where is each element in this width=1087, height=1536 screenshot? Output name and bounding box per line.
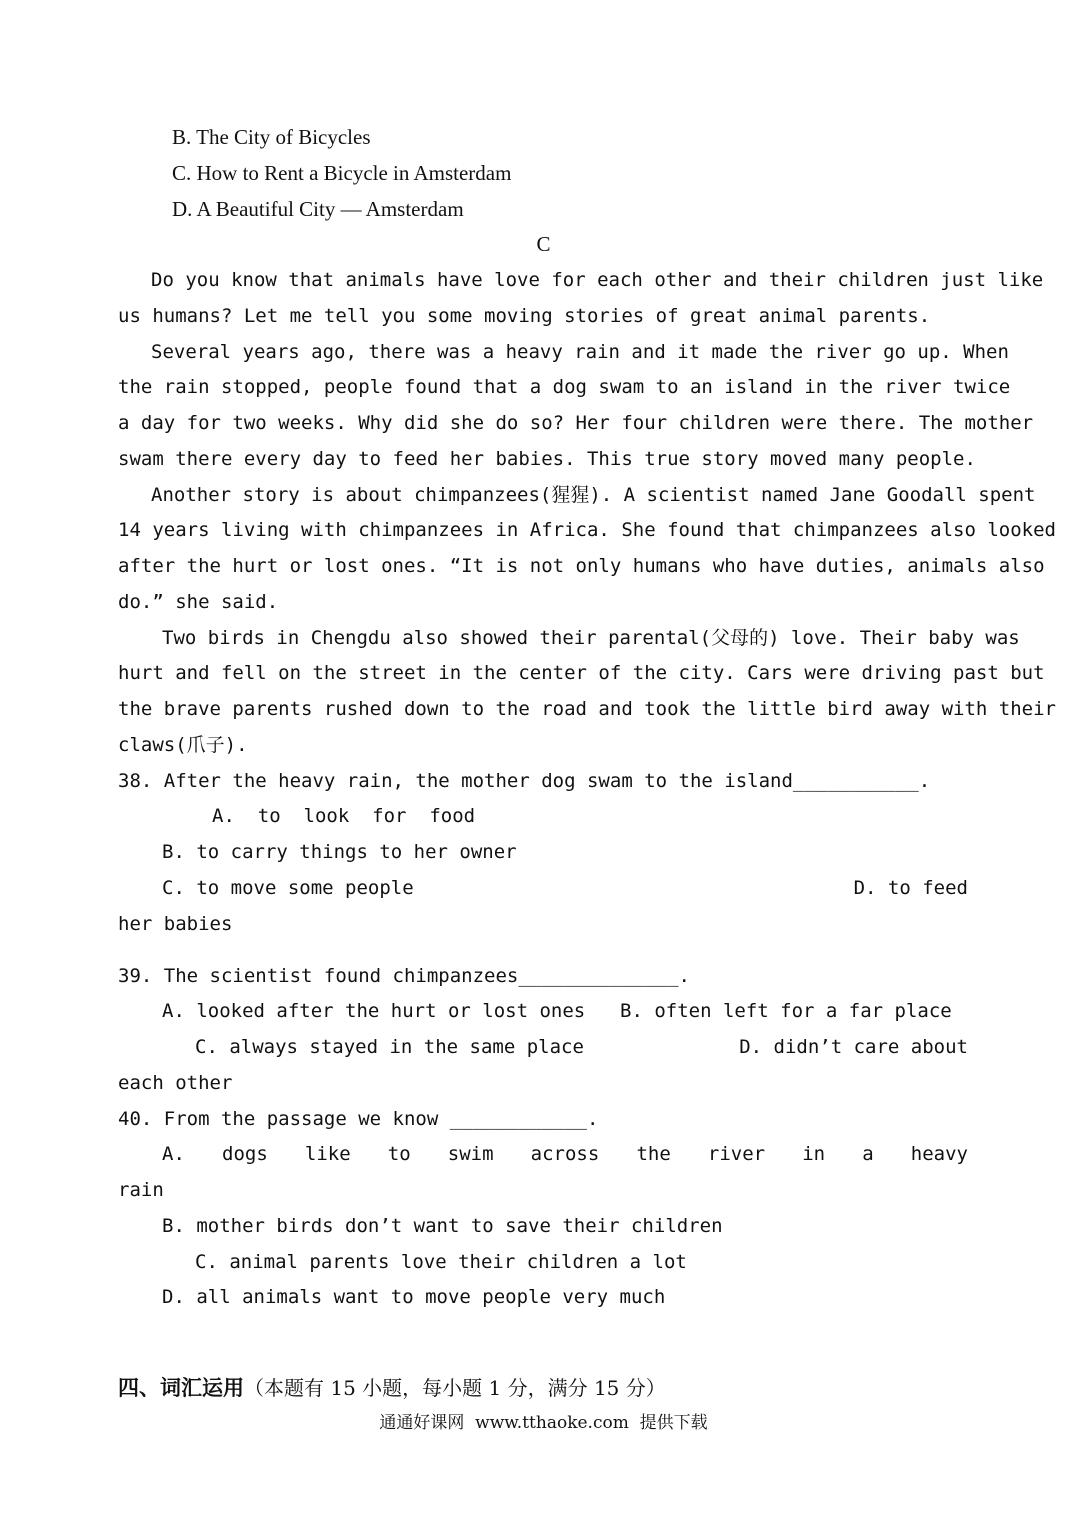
- question-40-option-d: D. all animals want to move people very much: [162, 1286, 666, 1308]
- passage-p3-line4: do.” she said.: [118, 591, 279, 613]
- question-38-stem: 38. After the heavy rain, the mother dog swam to the island___________.: [118, 770, 931, 792]
- passage-p3-line1: Another story is about chimpanzees(猩猩). A scientist named Jane Goodall spent: [151, 484, 1036, 506]
- option-d-prev: D. A Beautiful City — Amsterdam: [172, 197, 464, 221]
- passage-p3-line3: after the hurt or lost ones. “It is not only humans who have duties, animals also: [118, 555, 1045, 577]
- option-c-prev: C. How to Rent a Bicycle in Amsterdam: [172, 161, 512, 185]
- question-38-option-a: A. to look for food: [212, 805, 476, 827]
- section-title: 四、词汇运用: [118, 1375, 244, 1400]
- question-39-option-d: D. didn’t care about: [739, 1036, 968, 1058]
- question-38-option-b: B. to carry things to her owner: [162, 841, 517, 863]
- section-heading: [118, 1372, 666, 1402]
- question-40-option-a-cont: rain: [118, 1179, 164, 1201]
- passage-p1-line1: Do you know that animals have love for each other and their children just like: [151, 269, 1044, 291]
- question-38-option-d-cont: her babies: [118, 913, 233, 935]
- question-39-option-b: B. often left for a far place: [620, 1000, 952, 1022]
- passage-p2-line4: swam there every day to feed her babies. This true story moved many people.: [118, 448, 976, 470]
- question-39-option-a: A. looked after the hurt or lost ones: [162, 1000, 586, 1022]
- question-39-option-c: C. always stayed in the same place: [195, 1036, 584, 1058]
- question-38-option-d: D. to feed: [853, 877, 968, 899]
- section-letter: C: [536, 232, 551, 256]
- question-40-option-c: C. animal parents love their children a lot: [195, 1251, 687, 1273]
- passage-p2-line1: Several years ago, there was a heavy rain and it made the river go up. When: [151, 341, 1009, 363]
- question-39-option-d-cont: each other: [118, 1072, 233, 1094]
- passage-p2-line2: the rain stopped, people found that a dog swam to an island in the river twice: [118, 376, 1011, 398]
- option-b-prev: B. The City of Bicycles: [172, 125, 371, 149]
- passage-p4-line2: hurt and fell on the street in the center of the city. Cars were driving past but: [118, 662, 1045, 684]
- question-40-stem: 40. From the passage we know ____________.: [118, 1108, 599, 1130]
- passage-p1-line2: us humans? Let me tell you some moving stories of great animal parents.: [118, 305, 931, 327]
- page-footer: 通通好课网 www.tthaoke.com 提供下载: [379, 1413, 708, 1433]
- passage-p3-line2: 14 years living with chimpanzees in Africa. She found that chimpanzees also looked: [118, 519, 1056, 541]
- section-note: （本题有 15 小题，每小题 1 分，满分 15 分）: [244, 1376, 666, 1400]
- passage-p4-line1: Two birds in Chengdu also showed their parental(父母的) love. Their baby was: [162, 627, 1020, 649]
- passage-p4-line3: the brave parents rushed down to the road and took the little bird away with their: [118, 698, 1056, 720]
- passage-p4-line4: claws(爪子).: [118, 734, 248, 756]
- question-40-option-a: A. dogs like to swim across the river in a heavy: [162, 1143, 968, 1165]
- question-40-option-b: B. mother birds don’t want to save their children: [162, 1215, 723, 1237]
- question-38-option-c: C. to move some people: [162, 877, 414, 899]
- question-39-stem: 39. The scientist found chimpanzees______________.: [118, 965, 690, 987]
- passage-p2-line3: a day for two weeks. Why did she do so? Her four children were there. The mother: [118, 412, 1034, 434]
